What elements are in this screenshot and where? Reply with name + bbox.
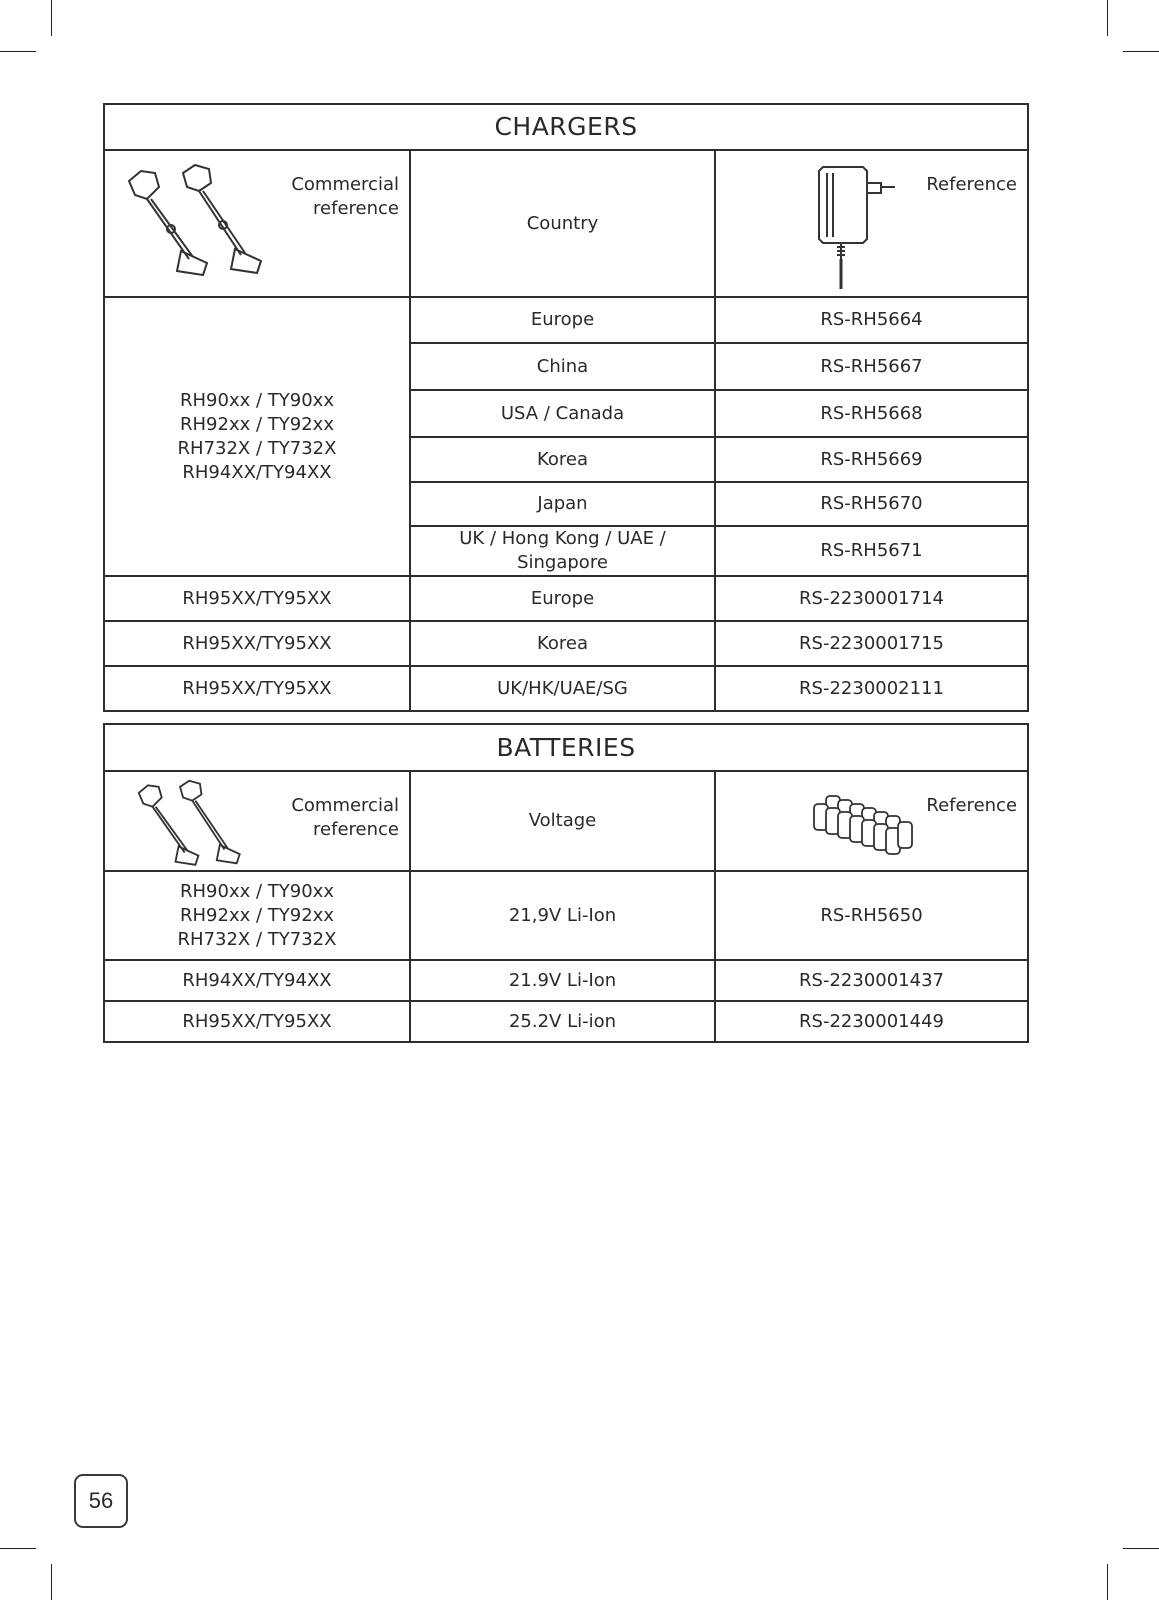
voltage-cell: 21,9V Li-Ion [410, 871, 715, 960]
reference-cell: RS-RH5667 [715, 343, 1028, 390]
model-name: RH90xx / TY90xx [180, 880, 334, 902]
reference-cell: RS-2230001437 [715, 960, 1028, 1001]
reference-cell: RS-RH5664 [715, 297, 1028, 343]
crop-mark [0, 51, 36, 52]
charger-plug-icon [811, 161, 931, 291]
chargers-title: CHARGERS [104, 104, 1028, 150]
chargers-table [103, 103, 1029, 712]
voltage-cell: 21.9V Li-Ion [410, 960, 715, 1001]
reference-cell: RS-RH5668 [715, 390, 1028, 437]
batteries-table [103, 723, 1029, 1043]
page-number: 56 [74, 1474, 128, 1528]
reference-header [715, 150, 1028, 297]
reference-label: Reference [926, 795, 1018, 816]
reference-cell: RS-2230001715 [715, 621, 1028, 666]
battery-cells-icon [812, 792, 922, 862]
country-cell: Japan [410, 482, 715, 526]
model-cell: RH95XX/TY95XX [104, 666, 410, 711]
country-cell: Europe [410, 297, 715, 343]
model-name: RH92xx / TY92xx [180, 413, 334, 435]
country-cell: USA / Canada [410, 390, 715, 437]
country-header: Country [410, 150, 715, 297]
country-cell: UK/HK/UAE/SG [410, 666, 715, 711]
reference-header [715, 771, 1028, 871]
reference-cell: RS-RH5650 [715, 871, 1028, 960]
crop-mark [51, 1564, 52, 1600]
model-name: RH94XX/TY94XX [182, 461, 332, 483]
voltage-cell: 25.2V Li-ion [410, 1001, 715, 1042]
country-cell: Europe [410, 576, 715, 621]
model-cell: RH94XX/TY94XX [104, 960, 410, 1001]
commercial-reference-header [104, 771, 410, 871]
reference-cell: RS-RH5671 [715, 526, 1028, 576]
country-cell: Korea [410, 437, 715, 482]
vacuum-cleaner-icon [125, 776, 255, 868]
model-name: RH90xx / TY90xx [180, 389, 334, 411]
reference-cell: RS-2230001449 [715, 1001, 1028, 1042]
crop-mark [1123, 1548, 1159, 1549]
reference-cell: RS-2230001714 [715, 576, 1028, 621]
batteries-title: BATTERIES [104, 724, 1028, 771]
vacuum-cleaner-icon [111, 159, 281, 279]
battery-models-cell [104, 871, 410, 960]
model-cell: RH95XX/TY95XX [104, 1001, 410, 1042]
crop-mark [0, 1548, 36, 1549]
country-cell: China [410, 343, 715, 390]
model-name: RH732X / TY732X [177, 928, 337, 950]
reference-label: Reference [926, 174, 1018, 195]
commercial-line2: reference [313, 198, 399, 219]
commercial-reference-label [291, 794, 399, 842]
voltage-header: Voltage [410, 771, 715, 871]
commercial-line1: Commercial [291, 174, 399, 195]
commercial-line1: Commercial [291, 795, 399, 816]
commercial-reference-header [104, 150, 410, 297]
crop-mark [51, 0, 52, 36]
charger-group-models [104, 297, 410, 576]
reference-cell: RS-RH5669 [715, 437, 1028, 482]
reference-cell: RS-2230002111 [715, 666, 1028, 711]
model-cell: RH95XX/TY95XX [104, 576, 410, 621]
commercial-line2: reference [313, 819, 399, 840]
model-name: RH92xx / TY92xx [180, 904, 334, 926]
model-cell: RH95XX/TY95XX [104, 621, 410, 666]
crop-mark [1107, 0, 1108, 36]
model-name: RH732X / TY732X [177, 437, 337, 459]
reference-cell: RS-RH5670 [715, 482, 1028, 526]
country-cell: UK / Hong Kong / UAE / Singapore [410, 526, 715, 576]
crop-mark [1107, 1564, 1108, 1600]
crop-mark [1123, 51, 1159, 52]
country-cell: Korea [410, 621, 715, 666]
commercial-reference-label [291, 173, 399, 221]
